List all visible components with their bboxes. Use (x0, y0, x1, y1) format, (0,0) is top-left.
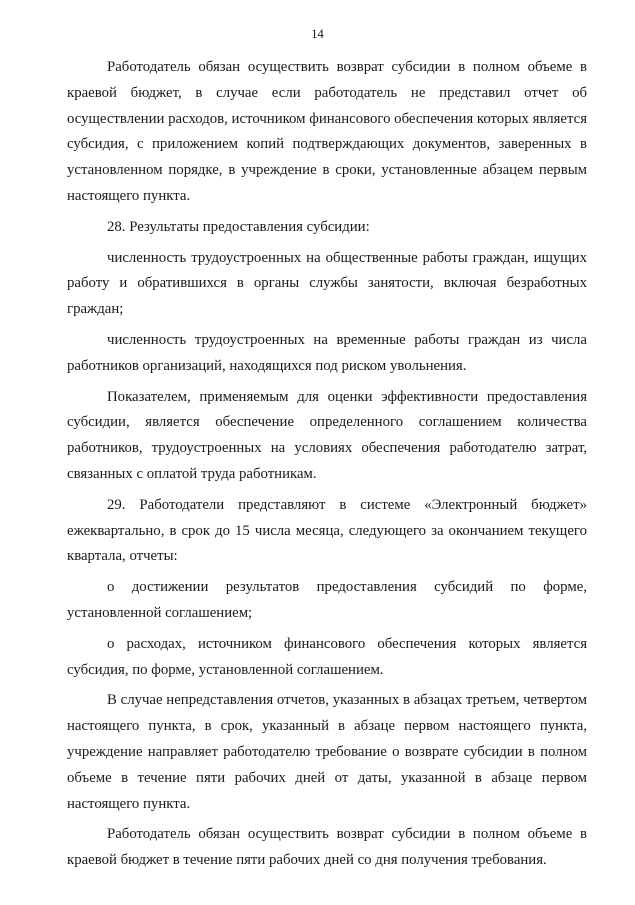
page-number: 14 (311, 27, 324, 41)
paragraph-efficiency-indicator: Показателем, применяемым для оценки эффективности предоставления субсидии, является обеспечение определенного соглашением количества работников, трудоустроенных на условиях обеспечения работодателю затрат, связанных с оплатой труда работникам. (67, 388, 587, 482)
paragraph-refund-deadline: Работодатель обязан осуществить возврат субсидии в полном объеме в краевой бюджет в течение пяти рабочих дней со дня получения требования. (67, 826, 587, 869)
paragraph-28-heading: 28. Результаты предоставления субсидии: (107, 218, 370, 235)
paragraph-temporary-works-count: численность трудоустроенных на временные работы граждан из числа работников организаций, находящихся под риском увольнения. (67, 331, 587, 374)
paragraph-29-reports: 29. Работодатели представляют в системе «Электронный бюджет» ежеквартально, в срок до 15 числа месяца, следующего за окончанием текущего квартала, отчеты: (67, 496, 587, 565)
paragraph-refund-obligation: Работодатель обязан осуществить возврат субсидии в полном объеме в краевой бюджет, в случае если работодатель не представил отчет об осуществлении расходов, источником финансового обеспечения которых является субсидия, с приложением копий подтверждающих документов, заверенных в установленном порядке, в учреждение в сроки, установленные абзацем первым настоящего пункта. (67, 59, 588, 204)
paragraph-expenses-report: о расходах, источником финансового обеспечения которых является субсидия, по форме, установленной соглашением. (67, 635, 587, 678)
paragraph-public-works-count: численность трудоустроенных на общественные работы граждан, ищущих работу и обратившихся в органы службы занятости, включая безработных граждан; (67, 249, 587, 318)
paragraph-non-submission: В случае непредставления отчетов, указанных в абзацах третьем, четвертом настоящего пункта, в срок, указанный в абзаце первом настоящего пункта, учреждение направляет работодателю требование о возврате субсидии в полном объеме в течение пяти рабочих дней от даты, указанной в абзаце первом настоящего пункта. (67, 692, 587, 812)
document-body (67, 55, 587, 879)
paragraph-results-report: о достижении результатов предоставления субсидий по форме, установленной соглашением; (67, 579, 587, 621)
